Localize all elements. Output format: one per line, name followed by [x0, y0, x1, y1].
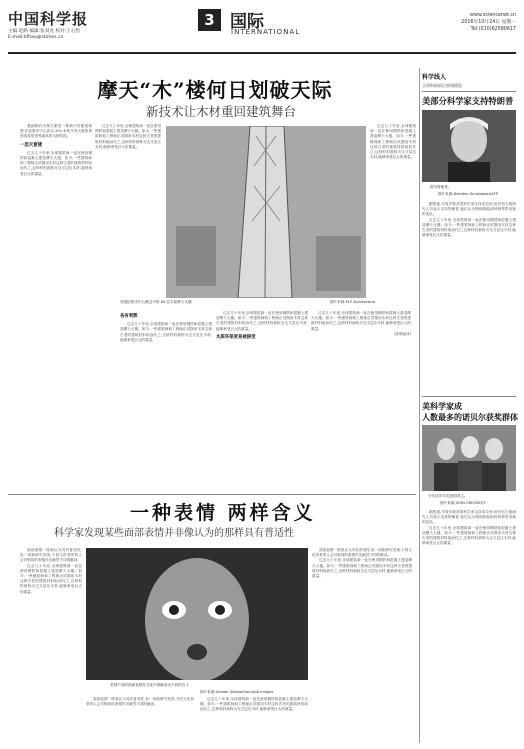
sidebar-paragraph-1b: 过去几十年里,全球建筑商一直在使用钢铁和混凝土建造摩天大楼。如今,一些建筑师和工程师正试图用木材这种古老的建筑材料取而代之,这种材料被称为交叉层压木材,能够承受巨大的重量。 — [422, 217, 516, 238]
trump-photo — [422, 110, 516, 182]
sidebar-paragraph-2: 据报道,尽管多数美国科学家支持希拉里,但仍有少数研究人员表示支持特朗普,他们认为特朗普能给科研界带来新的变化。 — [422, 510, 516, 525]
article-column-6 — [370, 124, 416, 296]
second-paragraph-3: 过去几十年里,全球建筑商一直在使用钢铁和混凝土建造摩天大楼。如今,一些建筑师和工程师正试图用木材这种古老的建筑材料取而代之,这种材料被称为交叉层压木材,能够承受巨大的重量。 — [200, 697, 308, 712]
body-paragraph-3: 过去几十年里,全球建筑商一直在使用钢铁和混凝土建造摩天大楼。如今,一些建筑师和工程师正试图用木材这种古老的建筑材料取而代之,这种材料被称为交叉层压木材,能够承受巨大的重量。 — [120, 322, 212, 342]
tower-photo — [166, 126, 366, 298]
tel-text: Tel:(010)62580617 — [470, 27, 516, 32]
second-paragraph-1b: 过去几十年里,全球建筑商一直在使用钢铁和混凝土建造摩天大楼。如今,一些建筑师和工程师正试图用木材这种古老的建筑材料取而代之,这种材料被称为交叉层压木材,能够承受巨大的重量。 — [20, 563, 82, 594]
article-column-1 — [20, 124, 92, 496]
main-headline: 摩天“木”楼何日划破天际 — [97, 78, 333, 102]
email-line: E-mail:kfhao@stimes.cn — [8, 35, 64, 40]
sidebar-rule-2 — [422, 396, 516, 397]
face-photo-caption: 美国不同的面部表情在文化中被解读出不同的含义 — [110, 683, 190, 687]
face-photo-credit: 图片来源:Gender Sibanathan/Asia Images — [200, 690, 274, 694]
masthead — [8, 6, 516, 52]
sidebar-divider — [419, 68, 420, 743]
face-photo — [86, 548, 308, 680]
body-paragraph-1: 过去几十年里,全球建筑商一直在使用钢铁和混凝土建造摩天大楼。如今,一些建筑师和工程师正试图用木材这种古老的建筑材料取而代之,这种材料被称为交叉层压木材,能够承受巨大的重量。 — [20, 150, 92, 176]
sidebar-paragraph-2b: 过去几十年里,全球建筑商一直在使用钢铁和混凝土建造摩天大楼。如今,一些建筑师和工程师正试图用木材这种古老的建筑材料取而代之,这种材料被称为交叉层压木材,能够承受巨大的重量。 — [422, 525, 516, 546]
trump-photo-credit: 图片来源:Brendan Smialowski/AFP — [438, 192, 498, 196]
second-paragraph-4: 面部表情一度被认为具有普适性,但一项新研究发现,不同文化背景的人会对相同的表情作出截然不同的解读。 — [312, 548, 412, 558]
nobel-photo — [422, 425, 516, 491]
sidebar-body-1 — [422, 202, 516, 392]
nobel-group-illustration — [422, 425, 516, 491]
face-illustration — [86, 548, 308, 680]
body-paragraph-5: 过去几十年里,全球建筑商一直在使用钢铁和混凝土建造摩天大楼。如今,一些建筑师和工程师正试图用木材这种古老的建筑材料取而代之,这种材料被称为交叉层压木材,能够承受巨大的重量。 — [311, 311, 411, 331]
editor-credits — [8, 29, 80, 41]
sidebar-headline-1: 美部分科学家支持特朗普 — [422, 96, 514, 106]
sidebar-rule-1 — [422, 91, 516, 92]
body-paragraph-2: 过去几十年里,全球建筑商一直在使用钢铁和混凝土建造摩天大楼。如今,一些建筑师和工程师正试图用木材这种古老的建筑材料取而代之,这种材料被称为交叉层压木材,能够承受巨大的重量。 — [95, 124, 161, 149]
sidebar-body-2 — [422, 510, 516, 742]
section-subtitle-3: 木质环保更易被接受 — [216, 334, 256, 340]
website-text: www.sciencenet.cn — [470, 13, 516, 18]
second-column-1 — [20, 548, 82, 743]
second-paragraph-4b: 过去几十年里,全球建筑商一直在使用钢铁和混凝土建造摩天大楼。如今,一些建筑师和工程师正试图用木材这种古老的建筑材料取而代之,这种材料被称为交叉层压木材,能够承受巨大的重量。 — [312, 558, 412, 579]
section-subtitle-1: 一层天意楼 — [20, 142, 42, 148]
section-subtitle-2: 各有利弊 — [120, 314, 138, 319]
portrait-illustration — [422, 110, 516, 182]
sidebar-headline-2-line1: 美科学家成 — [422, 401, 462, 411]
main-subhead: 新技术让木材重回建筑舞台 — [145, 104, 296, 119]
article-column-3 — [120, 311, 212, 497]
tower-photo-caption: 英国伦敦市中心概念中的 80 层木质摩天大楼 — [120, 300, 192, 304]
sidebar-headline-2 — [422, 401, 518, 423]
editors-line: 主编:赵路 编辑:张双虎 校对:王心怡 — [8, 29, 80, 34]
second-column-4 — [312, 548, 412, 743]
page-number-badge: 3 — [198, 9, 221, 31]
date-text: 2016年10月24日 星期一 — [461, 20, 516, 25]
article-column-4 — [216, 311, 308, 497]
second-paragraph-2: 面部表情一度被认为具有普适性,但一项新研究发现,不同文化背景的人会对相同的表情作出截然不同的解读。 — [86, 697, 194, 707]
second-headline: 一种表情 两样含义 — [130, 502, 316, 524]
second-column-2 — [86, 697, 194, 743]
article-end-note: (张章编译) — [393, 331, 411, 336]
second-subhead: 科学家发现某些面部表情并非像认为的那样具有普适性 — [54, 528, 294, 539]
masthead-rule — [8, 52, 516, 54]
tower-photo-credit: 图片来源:PLP Architecture — [330, 300, 376, 304]
body-paragraph-4: 过去几十年里,全球建筑商一直在使用钢铁和混凝土建造摩天大楼。如今,一些建筑师和工程师正试图用木材这种古老的建筑材料取而代之,这种材料被称为交叉层压木材,能够承受巨大的重量。 — [216, 311, 308, 331]
skyscraper-illustration — [166, 126, 366, 298]
section-title-en: INTERNATIONAL — [231, 28, 301, 36]
second-column-3 — [200, 697, 308, 743]
nobel-photo-caption: 今年诺贝尔奖美国得主。 — [428, 494, 468, 498]
article-column-5 — [311, 311, 411, 497]
second-paragraph-1: 面部表情一度被认为具有普适性,但一项新研究发现,不同文化背景的人会对相同的表情作出截然不同的解读。 — [20, 548, 82, 563]
sidebar-headline-2-line2: 人数最多的诺贝尔获奖群体 — [422, 412, 518, 422]
story-divider — [8, 494, 416, 495]
sidebar-paragraph-1: 据报道,尽管多数美国科学家支持希拉里,但仍有少数研究人员表示支持特朗普,他们认为特朗普能给科研界带来新的变化。 — [422, 202, 516, 217]
sidebar-tag: 科学线人 — [422, 74, 447, 81]
nobel-photo-credit: 图片来源:JOHN GRESSKY/T — [440, 501, 486, 505]
newspaper-logo: 中国科学报 — [8, 10, 89, 28]
issue-info — [461, 12, 516, 33]
section-title: 国际 — [230, 12, 264, 32]
body-paragraph-6: 过去几十年里,全球建筑商一直在使用钢铁和混凝土建造摩天大楼。如今,一些建筑师和工程师正试图用木材这种古老的建筑材料取而代之,这种材料被称为交叉层压木材,能够承受巨大的重量。 — [370, 124, 416, 160]
trump-photo-caption: 图为特朗普。 — [430, 185, 452, 189]
sidebar-tag-sub: 全球科研前沿要闻精选 — [422, 83, 462, 88]
lead-paragraph: 漫画般的木制大厦是一种新兴的建筑构想,在伦敦市中心高达 300 米的木塔大厦如果建成将是世界最高的木制结构。 — [20, 124, 92, 139]
